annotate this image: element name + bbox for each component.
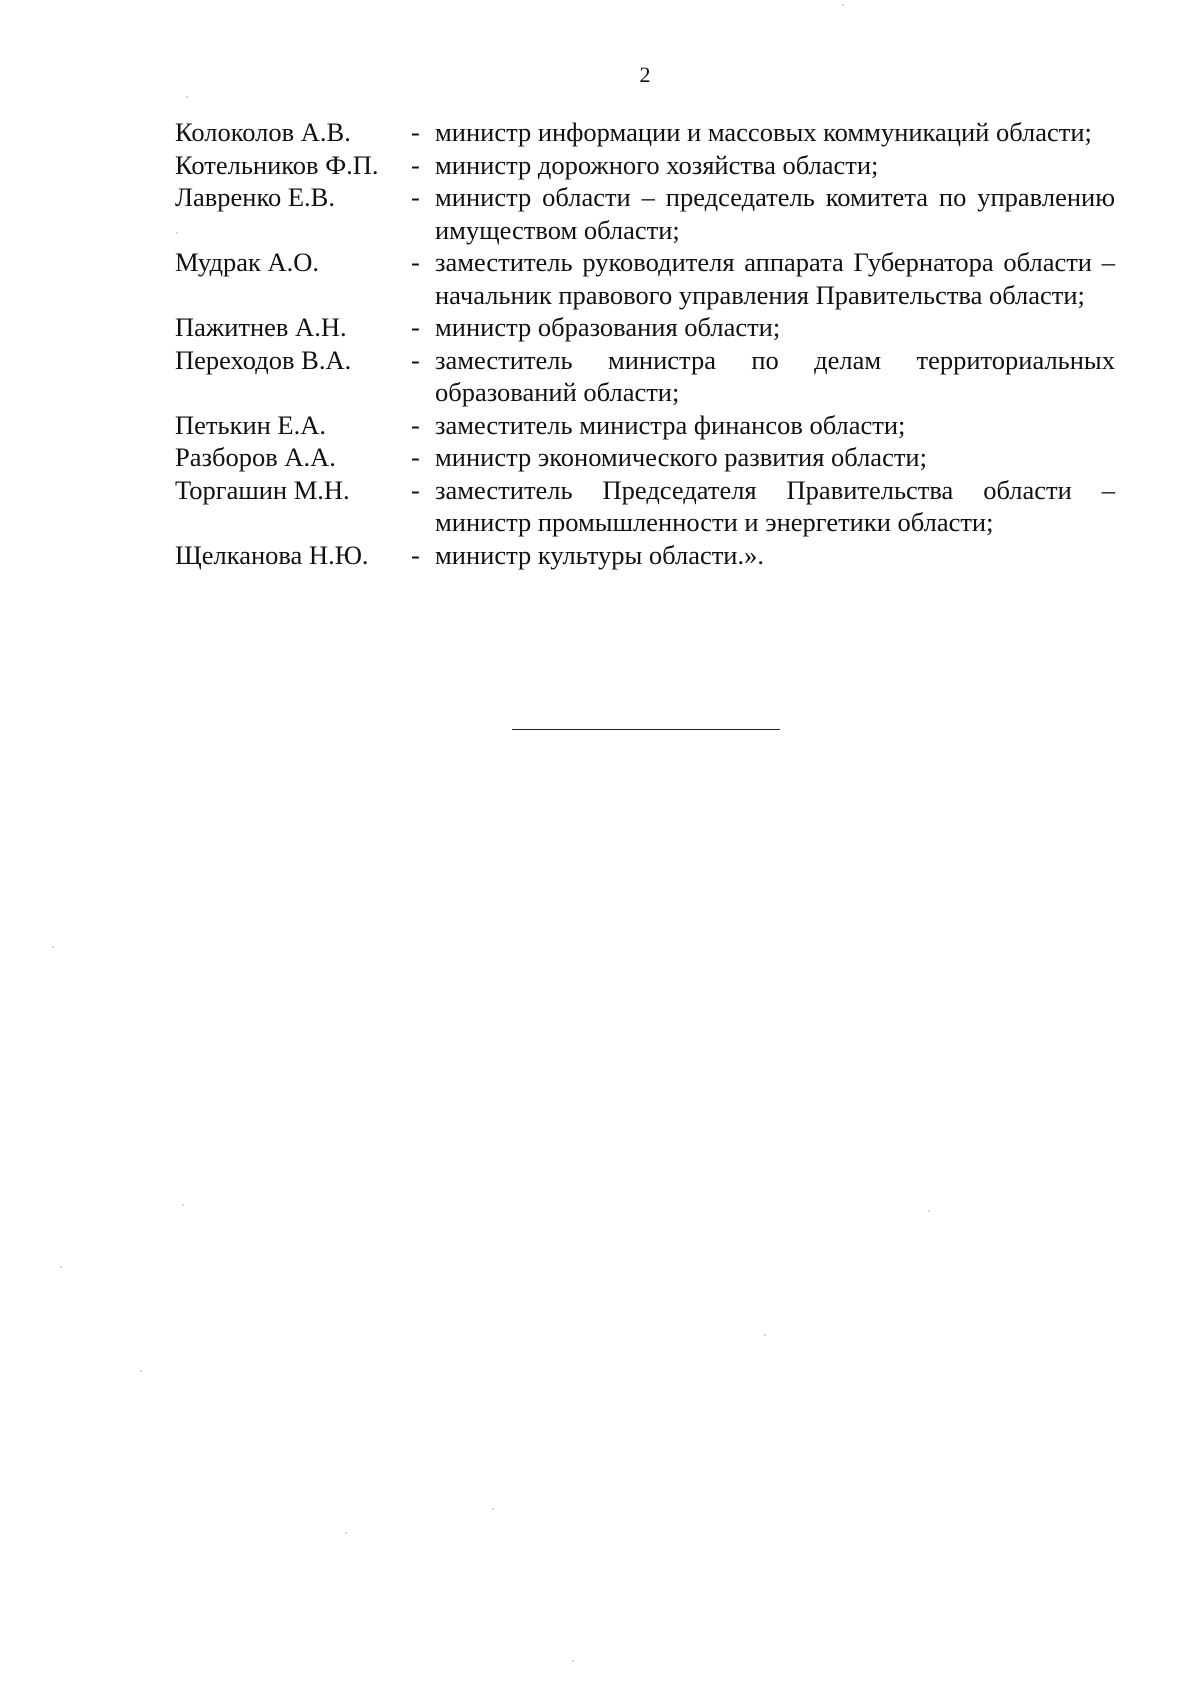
member-row bbox=[175, 474, 1115, 539]
member-position: заместитель министра по делам территориальных образований области; bbox=[435, 344, 1115, 407]
member-name: Торгашин М.Н. bbox=[175, 474, 350, 505]
page-number: 2 bbox=[639, 62, 651, 87]
member-name: Петькин Е.А. bbox=[175, 409, 327, 440]
scan-speck bbox=[492, 1508, 494, 1510]
scan-speck bbox=[928, 1210, 930, 1212]
scan-speck bbox=[345, 1532, 347, 1534]
scan-speck bbox=[764, 1334, 766, 1336]
member-name: Пажитнев А.Н. bbox=[175, 312, 347, 342]
member-row bbox=[175, 441, 1115, 474]
member-position: заместитель руководителя аппарата Губернатора области – начальник правового управления Правительства области; bbox=[435, 247, 1115, 310]
member-position: заместитель министра финансов области; bbox=[435, 409, 906, 440]
scan-speck bbox=[186, 96, 188, 98]
member-dash: - bbox=[411, 442, 420, 472]
member-dash: - bbox=[411, 474, 420, 505]
scan-speck bbox=[572, 1660, 574, 1662]
member-dash: - bbox=[411, 182, 420, 212]
member-name: Щелканова Н.Ю. bbox=[175, 539, 369, 570]
member-row bbox=[175, 116, 1115, 149]
scan-speck bbox=[52, 946, 54, 948]
members-list bbox=[175, 116, 1115, 571]
member-name: Мудрак А.О. bbox=[175, 247, 320, 277]
member-row bbox=[175, 181, 1115, 246]
member-name: Колоколов А.В. bbox=[175, 117, 351, 147]
scan-speck bbox=[842, 4, 844, 6]
member-name: Переходов В.А. bbox=[175, 344, 352, 375]
scan-speck bbox=[140, 1370, 142, 1372]
member-position: министр культуры области.». bbox=[435, 539, 764, 570]
member-row bbox=[175, 539, 1115, 572]
member-position: министр экономического развития области; bbox=[435, 442, 927, 472]
scan-speck bbox=[176, 232, 178, 234]
member-dash: - bbox=[411, 539, 420, 570]
member-dash: - bbox=[411, 409, 420, 440]
member-position: министр информации и массовых коммуникаций области; bbox=[435, 117, 1092, 147]
member-row bbox=[175, 149, 1115, 182]
closing-divider bbox=[512, 729, 780, 730]
scan-speck bbox=[182, 1204, 184, 1206]
member-position: министр области – председатель комитета по управлению имуществом области; bbox=[435, 182, 1115, 245]
member-row bbox=[175, 409, 1115, 442]
member-position: министр дорожного хозяйства области; bbox=[435, 149, 879, 180]
member-name: Лавренко Е.В. bbox=[175, 182, 335, 212]
member-position: заместитель Председателя Правительства области – министр промышленности и энергетики области; bbox=[435, 474, 1115, 537]
member-dash: - bbox=[411, 247, 420, 277]
member-row bbox=[175, 344, 1115, 409]
member-dash: - bbox=[411, 344, 420, 375]
member-name: Разборов А.А. bbox=[175, 442, 336, 472]
member-name: Котельников Ф.П. bbox=[175, 149, 379, 180]
member-position: министр образования области; bbox=[435, 312, 781, 342]
member-dash: - bbox=[411, 312, 420, 342]
scan-speck bbox=[60, 1266, 62, 1268]
member-dash: - bbox=[411, 117, 420, 147]
member-row bbox=[175, 311, 1115, 344]
member-dash: - bbox=[411, 149, 420, 180]
member-row bbox=[175, 246, 1115, 311]
